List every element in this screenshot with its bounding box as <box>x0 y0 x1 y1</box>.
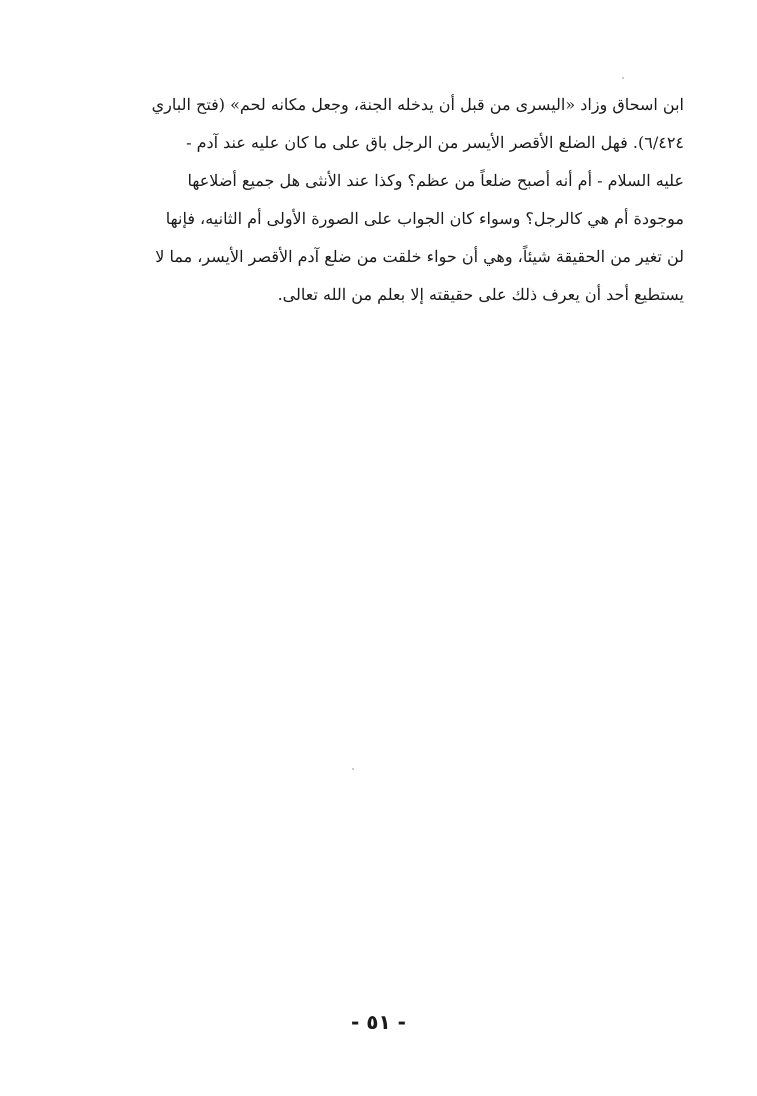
scan-speck <box>352 768 354 770</box>
text-line-2: ٦/٤٢٤). فهل الضلع الأقصر الأيسر من الرجل باق على ما كان عليه عند آدم - <box>186 133 684 152</box>
text-line-3: عليه السلام - أم أنه أصبح ضلعاً من عظم؟ وكذا عند الأنثى هل جميع أضلاعها <box>187 171 684 190</box>
text-line-1: ابن اسحاق وزاد «اليسرى من قبل أن يدخله الجنة، وجعل مكانه لحم» (فتح الباري <box>151 95 684 114</box>
text-line-5: لن تغير من الحقيقة شيئاً، وهي أن حواء خلقت من ضلع آدم الأقصر الأيسر، مما لا <box>155 247 684 266</box>
page-number: - ٥١ - <box>351 1010 406 1034</box>
text-line-6: يستطيع أحد أن يعرف ذلك على حقيقته إلا بعلم من الله تعالى. <box>277 285 684 304</box>
body-paragraph <box>78 86 684 314</box>
text-line-4: موجودة أم هي كالرجل؟ وسواء كان الجواب على الصورة الأولى أم الثانيه، فإنها <box>165 209 684 228</box>
scan-speck <box>622 77 624 79</box>
